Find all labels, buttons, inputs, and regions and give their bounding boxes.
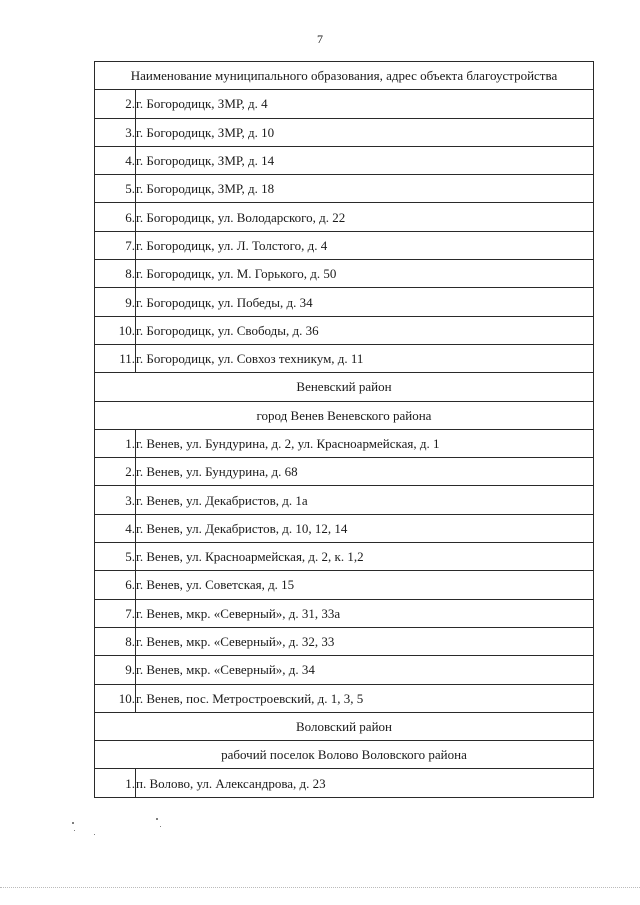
row-address: г. Венев, мкр. «Северный», д. 32, 33 <box>136 627 594 655</box>
row-address: г. Венев, мкр. «Северный», д. 31, 33а <box>136 599 594 627</box>
table-row <box>95 203 594 231</box>
table-section-row <box>95 741 594 769</box>
scan-edge-line <box>0 887 640 888</box>
row-address: г. Венев, ул. Декабристов, д. 1а <box>136 486 594 514</box>
row-number: 3. <box>95 486 136 514</box>
row-address: г. Венев, ул. Декабристов, д. 10, 12, 14 <box>136 514 594 542</box>
row-address: г. Венев, ул. Бундурина, д. 2, ул. Красноармейская, д. 1 <box>136 429 594 457</box>
table-row <box>95 90 594 118</box>
table-row <box>95 260 594 288</box>
row-address: г. Богородицк, ЗМР, д. 4 <box>136 90 594 118</box>
table-row <box>95 231 594 259</box>
row-number: 1. <box>95 429 136 457</box>
row-number: 5. <box>95 543 136 571</box>
table-row <box>95 514 594 542</box>
table-row <box>95 344 594 372</box>
row-number: 6. <box>95 203 136 231</box>
table-row <box>95 118 594 146</box>
table-row <box>95 627 594 655</box>
section-title: рабочий поселок Волово Воловского района <box>95 741 594 769</box>
section-title: Веневский район <box>95 373 594 401</box>
table-row <box>95 429 594 457</box>
row-number: 1. <box>95 769 136 797</box>
table-section-row <box>95 373 594 401</box>
row-number: 4. <box>95 146 136 174</box>
table-row <box>95 571 594 599</box>
table-row <box>95 656 594 684</box>
row-address: г. Богородицк, ул. Володарского, д. 22 <box>136 203 594 231</box>
table-section-row <box>95 712 594 740</box>
row-address: г. Богородицк, ул. Л. Толстого, д. 4 <box>136 231 594 259</box>
row-number: 11. <box>95 344 136 372</box>
row-number: 5. <box>95 175 136 203</box>
row-number: 8. <box>95 627 136 655</box>
row-address: г. Венев, мкр. «Северный», д. 34 <box>136 656 594 684</box>
row-number: 6. <box>95 571 136 599</box>
scan-specks <box>70 800 190 840</box>
row-address: г. Венев, ул. Бундурина, д. 68 <box>136 458 594 486</box>
row-address: г. Венев, ул. Красноармейская, д. 2, к. 1,2 <box>136 543 594 571</box>
table-row <box>95 146 594 174</box>
row-number: 9. <box>95 656 136 684</box>
row-number: 2. <box>95 458 136 486</box>
section-title: город Венев Веневского района <box>95 401 594 429</box>
row-number: 3. <box>95 118 136 146</box>
row-address: г. Богородицк, ЗМР, д. 14 <box>136 146 594 174</box>
row-number: 8. <box>95 260 136 288</box>
address-table <box>94 61 594 798</box>
table-row <box>95 599 594 627</box>
row-address: п. Волово, ул. Александрова, д. 23 <box>136 769 594 797</box>
table-row <box>95 175 594 203</box>
row-number: 10. <box>95 684 136 712</box>
row-number: 7. <box>95 231 136 259</box>
table-row <box>95 769 594 797</box>
table-header-row <box>95 62 594 90</box>
row-number: 2. <box>95 90 136 118</box>
row-address: г. Венев, ул. Советская, д. 15 <box>136 571 594 599</box>
row-number: 4. <box>95 514 136 542</box>
table-row <box>95 316 594 344</box>
table-row <box>95 486 594 514</box>
row-number: 10. <box>95 316 136 344</box>
row-address: г. Богородицк, ул. Победы, д. 34 <box>136 288 594 316</box>
row-number: 7. <box>95 599 136 627</box>
row-address: г. Богородицк, ул. Совхоз техникум, д. 11 <box>136 344 594 372</box>
row-address: г. Богородицк, ул. Свободы, д. 36 <box>136 316 594 344</box>
table-header: Наименование муниципального образования, адрес объекта благоустройства <box>95 62 594 90</box>
section-title: Воловский район <box>95 712 594 740</box>
page-number: 7 <box>317 32 323 46</box>
row-address: г. Венев, пос. Метростроевский, д. 1, 3, 5 <box>136 684 594 712</box>
table-row <box>95 543 594 571</box>
row-address: г. Богородицк, ул. М. Горького, д. 50 <box>136 260 594 288</box>
table-section-row <box>95 401 594 429</box>
table-body <box>95 90 594 797</box>
row-address: г. Богородицк, ЗМР, д. 18 <box>136 175 594 203</box>
row-address: г. Богородицк, ЗМР, д. 10 <box>136 118 594 146</box>
table-row <box>95 288 594 316</box>
table-row <box>95 684 594 712</box>
table-row <box>95 458 594 486</box>
row-number: 9. <box>95 288 136 316</box>
